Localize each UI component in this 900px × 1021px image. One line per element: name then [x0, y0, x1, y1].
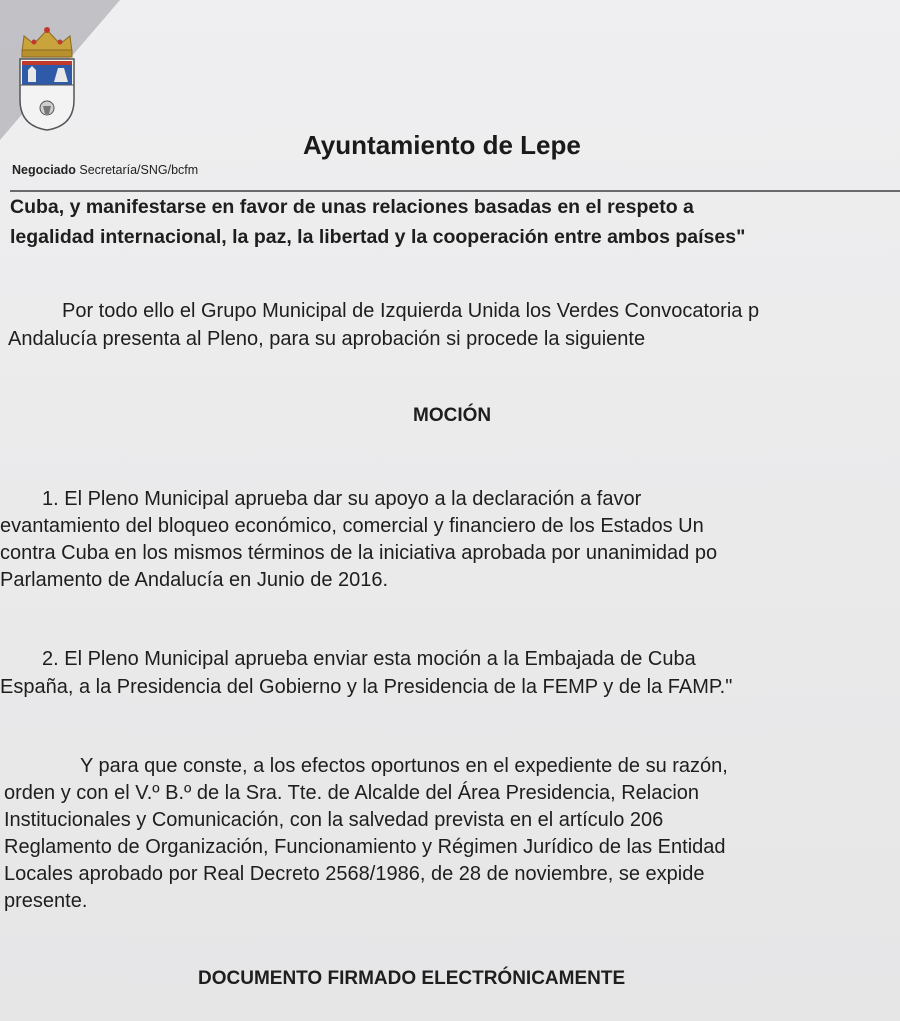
paragraph-line: Andalucía presenta al Pleno, para su aprobación si procede la siguiente — [8, 328, 646, 350]
electronic-signature-note: DOCUMENTO FIRMADO ELECTRÓNICAMENTE — [198, 968, 626, 989]
item-1-line: 1. El Pleno Municipal aprueba dar su apoyo a la declaración a favor — [42, 488, 642, 510]
header-divider — [10, 190, 900, 192]
item-2-line: 2. El Pleno Municipal aprueba enviar esta moción a la Embajada de Cuba — [42, 648, 696, 670]
item-2-line: España, a la Presidencia del Gobierno y la Presidencia de la FEMP y de la FAMP." — [0, 676, 733, 698]
item-1-line: evantamiento del bloqueo económico, comercial y financiero de los Estados Un — [0, 515, 704, 537]
closing-line: Reglamento de Organización, Funcionamiento y Régimen Jurídico de las Entidad — [4, 836, 726, 858]
mocion-heading: MOCIÓN — [413, 405, 492, 426]
closing-line: Locales aprobado por Real Decreto 2568/1986, de 28 de noviembre, se expide — [4, 863, 705, 885]
intro-line: legalidad internacional, la paz, la libertad y la cooperación entre ambos países" — [10, 226, 746, 248]
intro-line: Cuba, y manifestarse en favor de unas relaciones basadas en el respeto a — [10, 196, 694, 218]
coat-of-arms-icon — [14, 22, 80, 132]
page-title: Ayuntamiento de Lepe — [303, 130, 581, 160]
negociado-value: Secretaría/SNG/bcfm — [79, 163, 199, 177]
closing-line: presente. — [4, 890, 88, 912]
closing-line: orden y con el V.º B.º de la Sra. Tte. de Alcalde del Área Presidencia, Relacion — [4, 782, 700, 804]
item-1-line: Parlamento de Andalucía en Junio de 2016. — [0, 569, 389, 591]
closing-line: Y para que conste, a los efectos oportunos en el expediente de su razón, — [80, 755, 728, 777]
item-1-line: contra Cuba en los mismos términos de la iniciativa aprobada por unanimidad po — [0, 542, 718, 564]
paragraph-line: Por todo ello el Grupo Municipal de Izquierda Unida los Verdes Convocatoria p — [62, 300, 760, 322]
negociado-key: Negociado — [12, 163, 76, 177]
negociado-label — [12, 163, 198, 177]
closing-line: Institucionales y Comunicación, con la salvedad prevista en el artículo 206 — [4, 809, 664, 831]
